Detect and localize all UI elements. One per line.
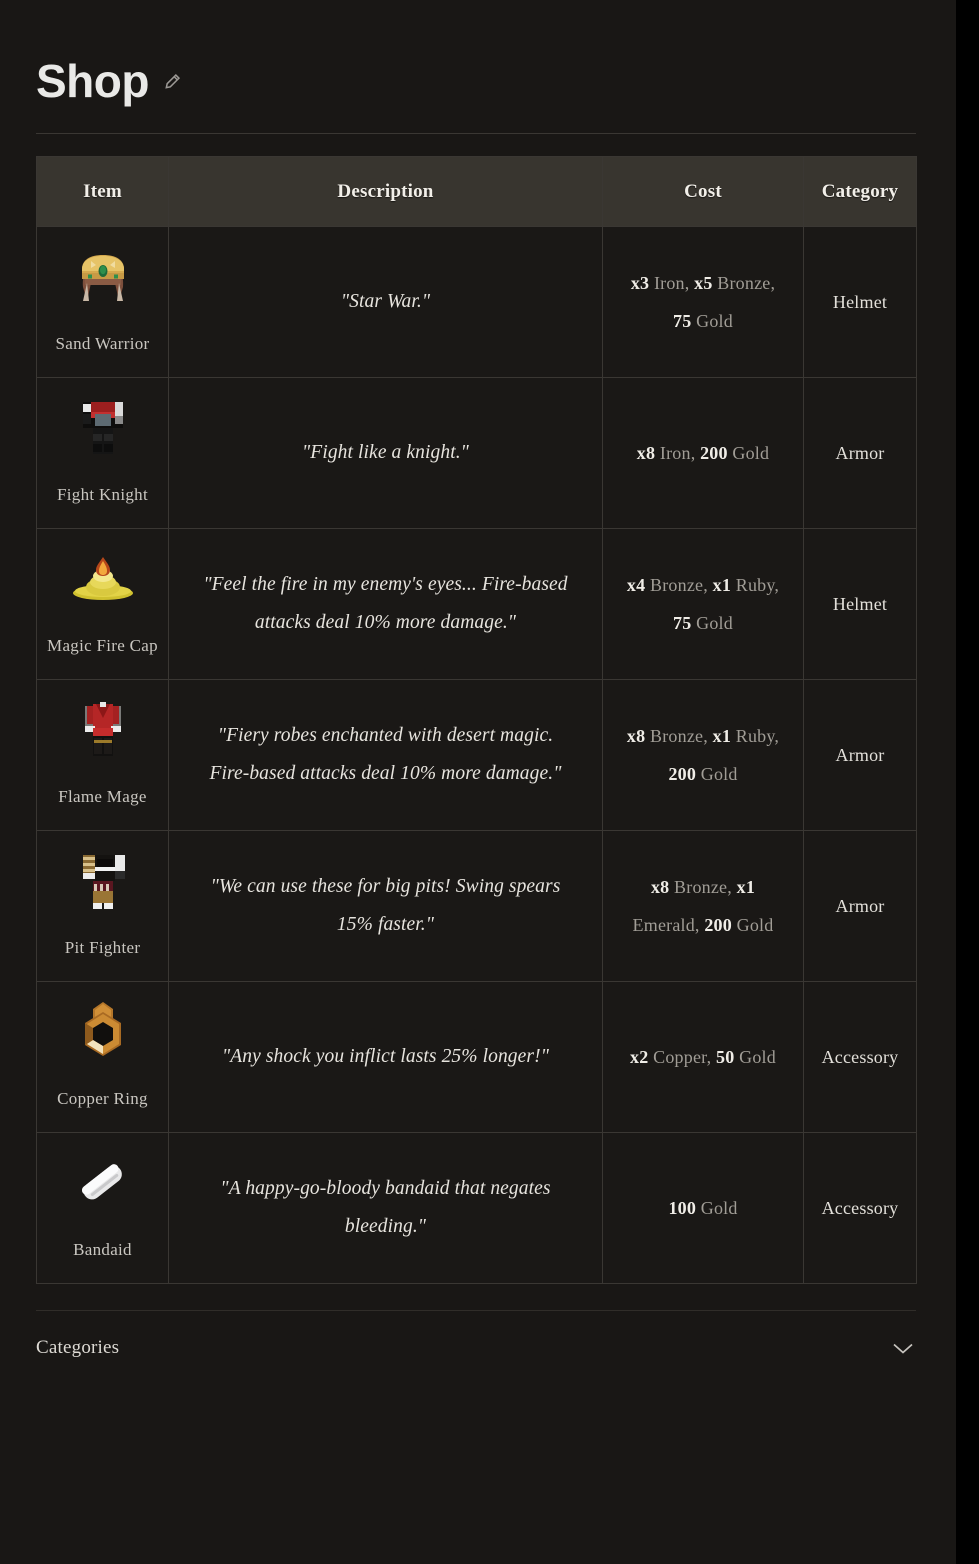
item-name: Fight Knight bbox=[57, 485, 148, 504]
cost-cell bbox=[603, 227, 804, 378]
description-cell bbox=[169, 378, 603, 529]
cost-cell bbox=[603, 982, 804, 1133]
table-row[interactable] bbox=[37, 227, 917, 378]
pencil-icon[interactable] bbox=[163, 72, 182, 91]
cost-material: Bronze bbox=[717, 273, 771, 293]
footer-divider bbox=[36, 1310, 916, 1311]
item-cell[interactable] bbox=[37, 529, 169, 680]
cost-material: Gold bbox=[696, 311, 733, 331]
cost-material: Gold bbox=[696, 613, 733, 633]
chevron-down-icon[interactable] bbox=[890, 1340, 916, 1356]
category-cell bbox=[804, 1133, 917, 1284]
cost-material: Bronze bbox=[674, 877, 728, 897]
description-cell bbox=[169, 831, 603, 982]
cost-material: Copper bbox=[653, 1047, 707, 1067]
item-description: "Any shock you inflict lasts 25% longer!" bbox=[221, 1046, 549, 1067]
page-title: Shop bbox=[36, 55, 149, 107]
item-category: Accessory bbox=[821, 1046, 899, 1067]
cost-material: Gold bbox=[736, 915, 774, 935]
item-cell[interactable] bbox=[37, 1133, 169, 1284]
cost-material: Gold bbox=[700, 1198, 738, 1218]
column-header-category[interactable]: Category bbox=[804, 157, 917, 227]
cost-quantity: 75 bbox=[673, 311, 692, 331]
column-header-description[interactable]: Description bbox=[169, 157, 603, 227]
table-row[interactable] bbox=[37, 680, 917, 831]
cost-cell bbox=[603, 378, 804, 529]
cost-cell bbox=[603, 680, 804, 831]
cost-material: Iron bbox=[659, 443, 691, 463]
pit-fighter-armor-icon bbox=[69, 847, 137, 915]
copper-ring-icon bbox=[69, 998, 137, 1066]
description-cell bbox=[169, 227, 603, 378]
item-name: Pit Fighter bbox=[64, 938, 141, 957]
cost-material: Ruby bbox=[735, 726, 775, 746]
description-cell bbox=[169, 680, 603, 831]
description-cell bbox=[169, 1133, 603, 1284]
cost-quantity: x2 bbox=[630, 1047, 649, 1067]
item-category: Helmet bbox=[832, 593, 888, 614]
page-header bbox=[36, 0, 916, 107]
cost-quantity: 75 bbox=[673, 613, 692, 633]
cost-material: Gold bbox=[732, 443, 770, 463]
cost-material: Emerald bbox=[632, 915, 695, 935]
table-row[interactable] bbox=[37, 982, 917, 1133]
item-name: Sand Warrior bbox=[55, 334, 150, 353]
item-cost: x3 Iron, x5 Bronze, 75 Gold bbox=[630, 273, 776, 331]
table-header-row bbox=[37, 157, 917, 227]
fight-knight-armor-icon bbox=[69, 394, 137, 462]
item-description: "Fight like a knight." bbox=[302, 442, 469, 463]
table-row[interactable] bbox=[37, 1133, 917, 1284]
item-cost bbox=[613, 1189, 793, 1227]
cost-quantity: x1 bbox=[712, 726, 732, 746]
magic-fire-cap-icon bbox=[69, 545, 137, 613]
item-cell[interactable] bbox=[37, 831, 169, 982]
item-name: Bandaid bbox=[73, 1240, 132, 1259]
item-cost: x8 Bronze, x1 Ruby, 200 Gold bbox=[626, 726, 780, 784]
item-cell[interactable] bbox=[37, 982, 169, 1133]
item-cost: x8 Bronze, x1 Emerald, 200 Gold bbox=[632, 877, 774, 935]
cost-cell bbox=[603, 831, 804, 982]
table-header bbox=[37, 157, 917, 227]
cost-quantity: x5 bbox=[694, 273, 713, 293]
flame-mage-robe-icon bbox=[69, 696, 137, 764]
item-category: Armor bbox=[835, 744, 885, 765]
item-name: Magic Fire Cap bbox=[47, 636, 158, 655]
cost-quantity: 100 bbox=[668, 1198, 697, 1218]
item-cost: x2 Copper, 50 Gold bbox=[630, 1047, 776, 1067]
cost-material: Gold bbox=[700, 764, 738, 784]
shop-table bbox=[36, 156, 917, 1284]
cost-material: Bronze bbox=[650, 575, 704, 595]
table-row[interactable] bbox=[37, 378, 917, 529]
description-cell bbox=[169, 982, 603, 1133]
category-cell bbox=[804, 227, 917, 378]
cost-material: Iron bbox=[653, 273, 685, 293]
cost-quantity: 50 bbox=[716, 1047, 735, 1067]
item-cost: x4 Bronze, x1 Ruby, 75 Gold bbox=[626, 575, 780, 633]
cost-quantity: x1 bbox=[736, 877, 756, 897]
cost-quantity: x8 bbox=[636, 443, 656, 463]
cost-quantity: 200 bbox=[668, 764, 697, 784]
category-cell bbox=[804, 680, 917, 831]
item-description: "We can use these for big pits! Swing spears 15% faster." bbox=[210, 876, 561, 935]
cost-quantity: x4 bbox=[626, 575, 646, 595]
item-description: "Star War." bbox=[340, 291, 431, 312]
category-cell bbox=[804, 982, 917, 1133]
category-cell bbox=[804, 529, 917, 680]
table-row[interactable] bbox=[37, 831, 917, 982]
category-cell bbox=[804, 831, 917, 982]
item-name: Copper Ring bbox=[57, 1089, 148, 1108]
category-cell bbox=[804, 378, 917, 529]
categories-label: Categories bbox=[36, 1337, 120, 1358]
categories-section[interactable] bbox=[36, 1337, 916, 1369]
item-cell[interactable] bbox=[37, 227, 169, 378]
cost-quantity: x8 bbox=[626, 726, 646, 746]
item-category: Accessory bbox=[821, 1197, 899, 1218]
cost-material: Bronze bbox=[650, 726, 704, 746]
item-category: Armor bbox=[835, 442, 885, 463]
cost-quantity: x8 bbox=[650, 877, 670, 897]
item-cost: x8 Iron, 200 Gold bbox=[636, 443, 770, 463]
cost-material: Gold bbox=[739, 1047, 776, 1067]
bandaid-icon bbox=[69, 1149, 137, 1217]
description-cell bbox=[169, 529, 603, 680]
cost-quantity: 200 bbox=[704, 915, 732, 935]
sand-warrior-helmet-icon bbox=[69, 243, 137, 311]
cost-material: Ruby bbox=[735, 575, 775, 595]
cost-cell bbox=[603, 1133, 804, 1284]
table-row[interactable] bbox=[37, 529, 917, 680]
cost-quantity: x1 bbox=[712, 575, 732, 595]
item-category: Armor bbox=[835, 895, 885, 916]
table-body bbox=[37, 227, 917, 1284]
cost-quantity: x3 bbox=[630, 273, 650, 293]
cost-quantity: 200 bbox=[700, 443, 728, 463]
item-category: Helmet bbox=[832, 291, 888, 312]
item-name: Flame Mage bbox=[58, 787, 147, 806]
column-header-cost[interactable]: Cost bbox=[603, 157, 804, 227]
item-cell[interactable] bbox=[37, 378, 169, 529]
item-description: "Fiery robes enchanted with desert magic. Fire-based attacks deal 10% more damage." bbox=[209, 725, 562, 784]
content-column bbox=[36, 0, 916, 1369]
item-description: "A happy-go-bloody bandaid that negates bleeding." bbox=[220, 1178, 551, 1237]
item-description: "Feel the fire in my enemy's eyes... Fire-based attacks deal 10% more damage." bbox=[203, 574, 568, 633]
cost-cell bbox=[603, 529, 804, 680]
item-cell[interactable] bbox=[37, 680, 169, 831]
column-header-item[interactable]: Item bbox=[37, 157, 169, 227]
title-divider bbox=[36, 133, 916, 134]
